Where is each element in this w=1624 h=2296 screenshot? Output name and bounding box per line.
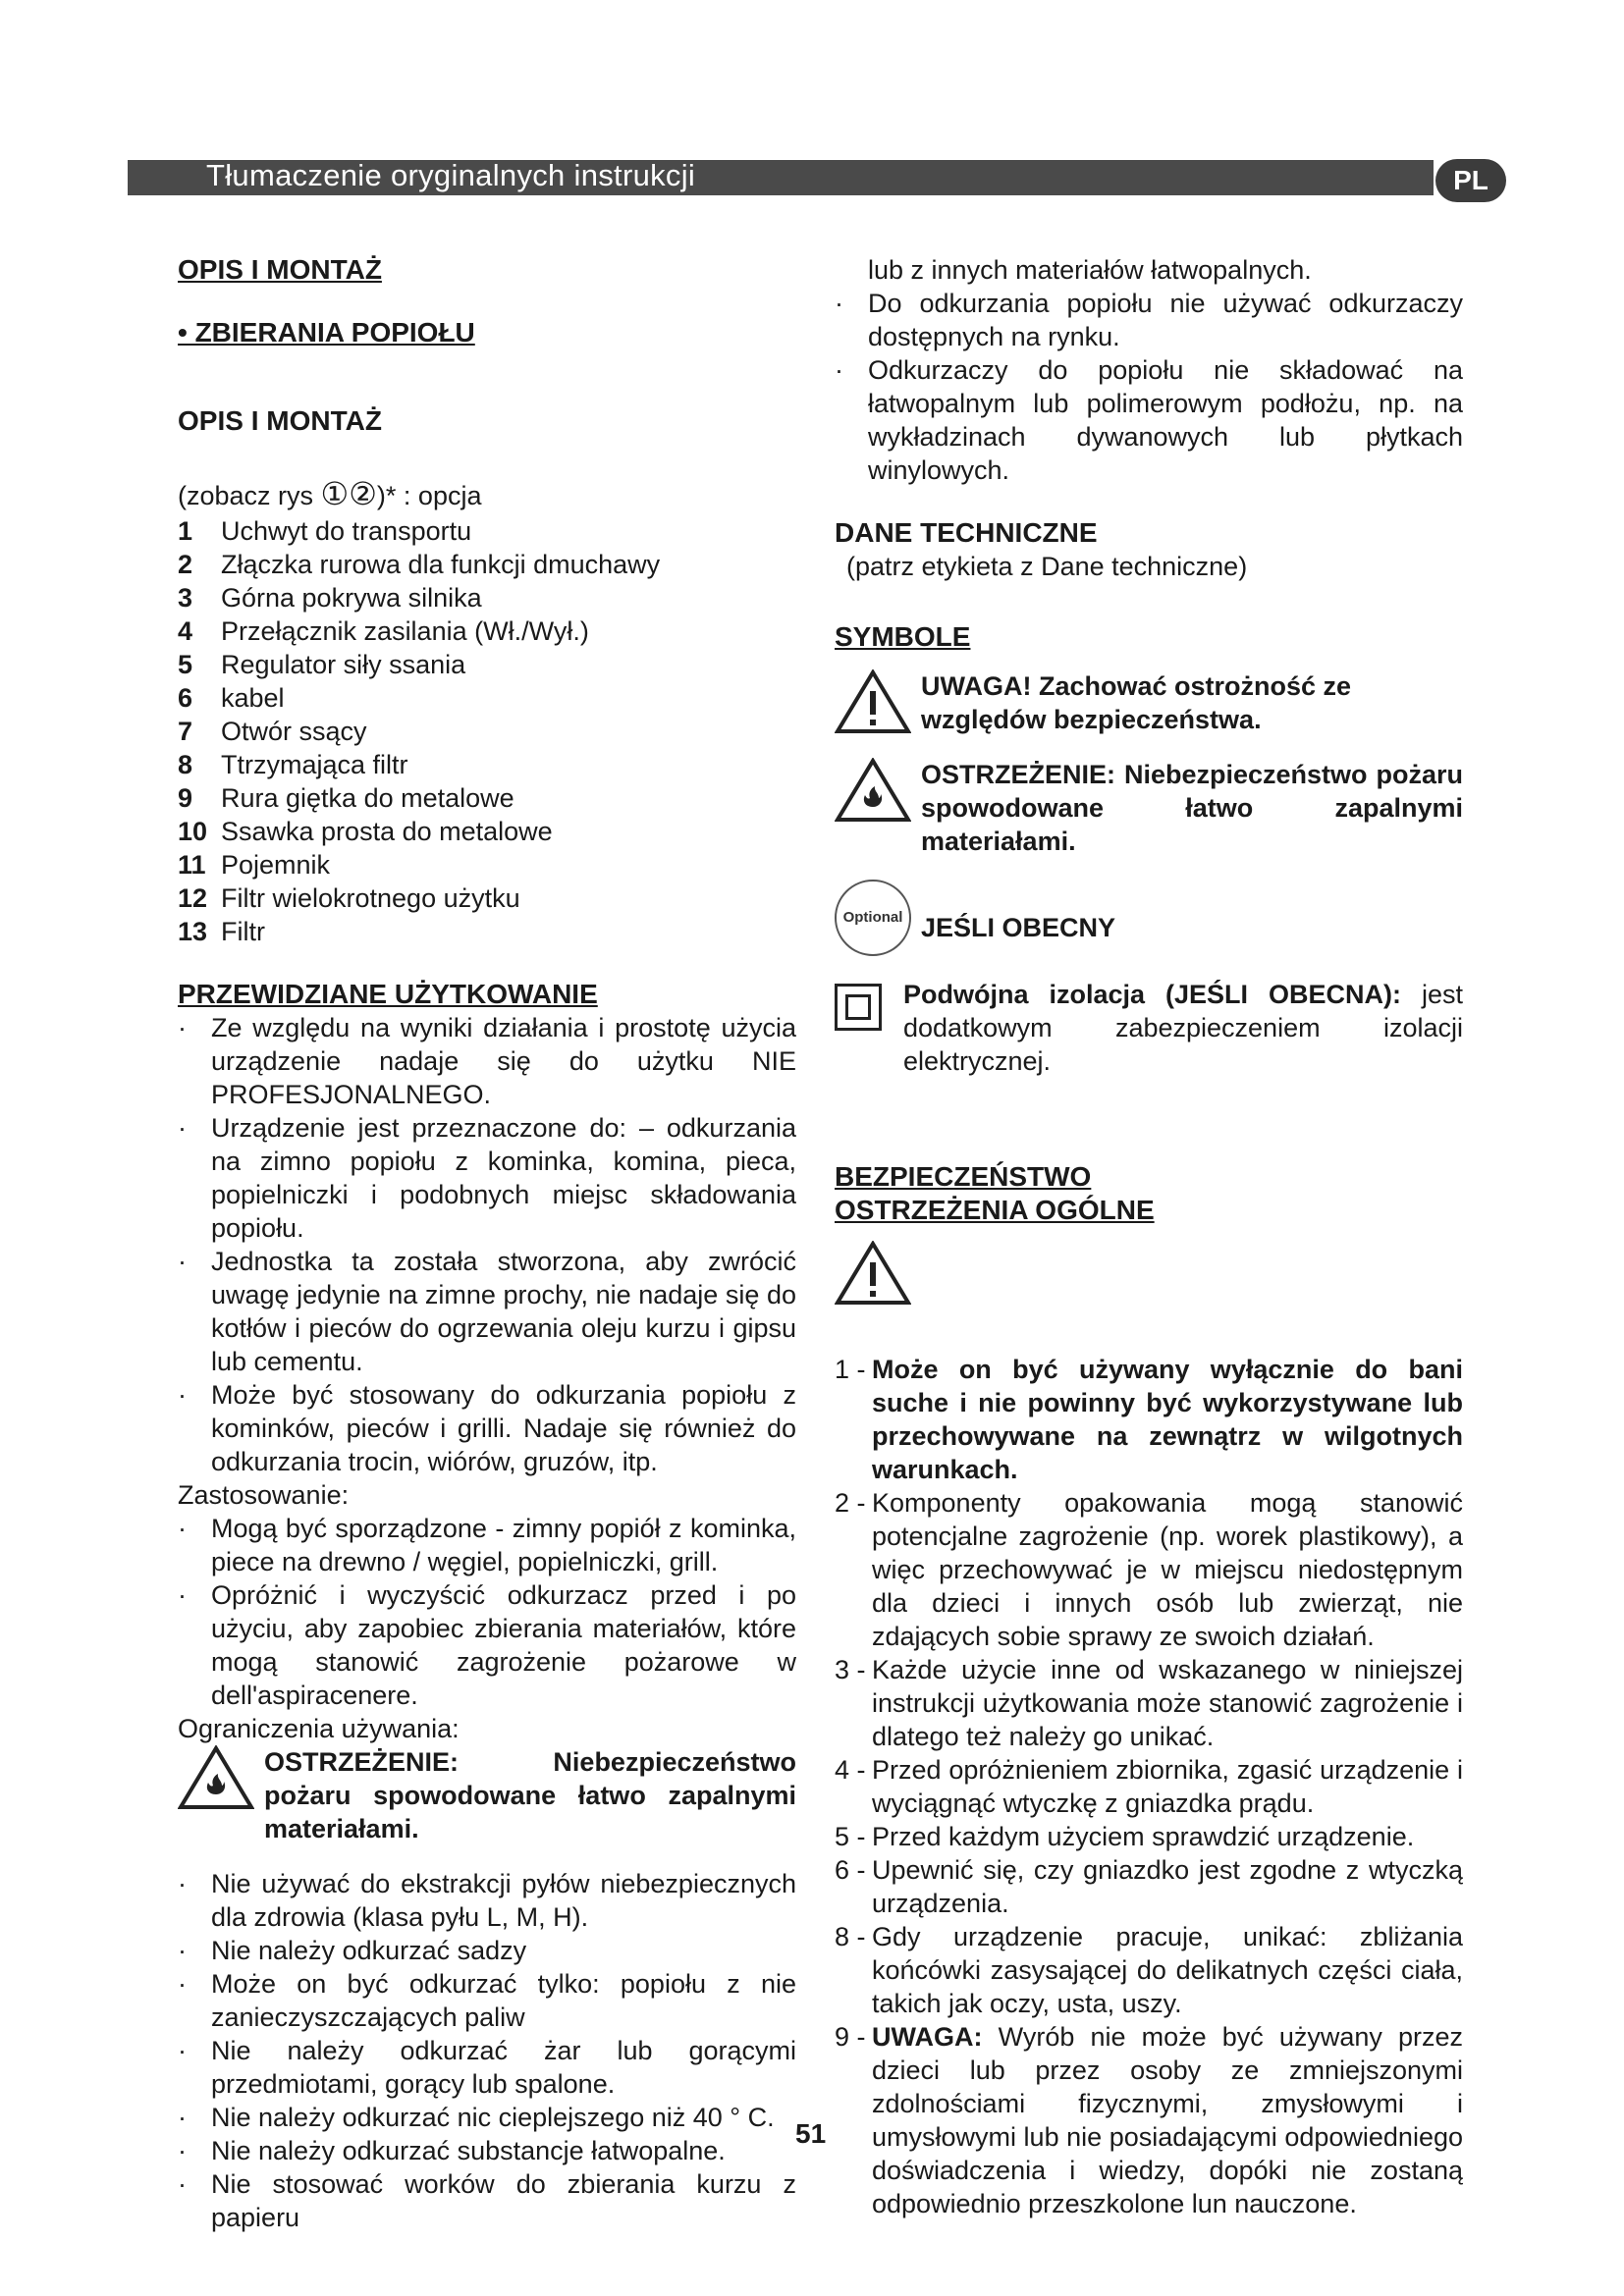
symbol-double-insulation xyxy=(835,978,1463,1078)
double-insulation-icon xyxy=(835,984,882,1031)
symbol-optional xyxy=(835,880,1463,956)
bullet-dot: · xyxy=(178,2136,187,2165)
page-number: 51 xyxy=(795,2118,827,2149)
left-column xyxy=(178,253,796,2234)
part-item: 7 Otwór ssący xyxy=(178,717,367,746)
fire-warning-text: OSTRZEŻENIE: Niebezpieczeństwo pożaru spowodowane łatwo zapalnymi materiałami. xyxy=(264,1747,796,1843)
part-item: 13 Filtr xyxy=(178,917,265,946)
bullet-dot: · xyxy=(178,2169,187,2199)
section-title-description: OPIS I MONTAŻ xyxy=(178,254,382,285)
intended-use-item: · Urządzenie jest przeznaczone do: – odkurzania na zimno popiołu z kominka, komina, pieca, popielniczki i podobnych miejsc składowania popiołu. xyxy=(178,1113,796,1243)
fire-warning-icon xyxy=(178,1745,254,1818)
bullet-dot: · xyxy=(178,1936,187,1965)
part-item: 3 Górna pokrywa silnika xyxy=(178,583,482,613)
intended-use-item: · Może być stosowany do odkurzania popiołu z kominków, pieców i grilli. Nadaje się również do odkurzania trocin, wiórów, gruzów, itp. xyxy=(178,1380,796,1476)
limits-item: · Nie należy odkurzać substancje łatwopalne. xyxy=(178,2136,726,2165)
parts-list xyxy=(178,514,796,948)
fire-warning-icon xyxy=(835,758,911,830)
bullet-dot: · xyxy=(835,355,843,385)
bullet-dot: · xyxy=(178,2103,187,2132)
right-bullet-item: · Odkurzaczy do popiołu nie składować na łatwopalnym lub polimerowym podłożu, np. na wykładzinach dywanowych lub płytkach winylowych. xyxy=(835,355,1463,485)
warning-item: 5 - Przed każdym użyciem sprawdzić urządzenie. xyxy=(835,1822,1415,1851)
bullet-dot: · xyxy=(178,2036,187,2065)
limits-item: · Nie używać do ekstrakcji pyłów niebezpiecznych dla zdrowia (klasa pyłu L, M, H). xyxy=(178,1869,796,1932)
limits-item: · Nie należy odkurzać sadzy xyxy=(178,1936,527,1965)
bullet-dot: · xyxy=(178,1869,187,1898)
part-item: 10 Ssawka prosta do metalowe xyxy=(178,817,553,846)
limits-item: · Nie należy odkurzać żar lub gorącymi przedmiotami, gorący lub spalone. xyxy=(178,2036,796,2099)
application-label: Zastosowanie: xyxy=(178,1480,350,1510)
warning-item: 3 - Każde użycie inne od wskazanego w niniejszej instrukcji użytkowania może stanowić zagrożenie i dlatego też należy go unikać. xyxy=(835,1655,1463,1751)
warning-item: 1 - Może on być używany wyłącznie do bani suche i nie powinny być wykorzystywane lub przechowywane na zewnątrz w wilgotnych warunkach. xyxy=(835,1355,1463,1484)
right-bullet-item: · Do odkurzania popiołu nie używać odkurzaczy dostępnych na rynku. xyxy=(835,289,1463,351)
warning-item: 2 - Komponenty opakowania mogą stanowić potencjalne zagrożenie (np. worek plastikowy), a więc przechowywać je w miejscu niedostępnym dla dzieci i innych osób lub zwierząt, nie zdających sobie sprawy ze swoich działań. xyxy=(835,1488,1463,1651)
warning-item: 8 - Gdy urządzenie pracuje, unikać: zbliżania końcówki zasysającej do delikatnych części ciała, takich jak oczy, usta, uszy. xyxy=(835,1922,1463,2018)
symbol-fire xyxy=(835,758,1463,858)
optional-icon: Optional xyxy=(835,880,911,956)
language-badge: PL xyxy=(1435,159,1506,202)
warning-item: 4 - Przed opróżnieniem zbiornika, zgasić urządzenie i wyciągnąć wtyczkę z gniazdka prądu. xyxy=(835,1755,1463,1818)
tech-data-text: (patrz etykieta z Dane techniczne) xyxy=(846,552,1248,581)
intended-use-bullets xyxy=(178,1011,796,1478)
fire-warning xyxy=(178,1745,796,1845)
part-item: 1 Uchwyt do transportu xyxy=(178,516,472,546)
bullet-dot: · xyxy=(178,1969,187,1999)
symbols-title: SYMBOLE xyxy=(835,621,971,652)
bullet-dot: · xyxy=(835,289,843,318)
application-bullets xyxy=(178,1512,796,1712)
part-item: 8 Ttrzymająca filtr xyxy=(178,750,408,779)
part-item: 5 Regulator siły ssania xyxy=(178,650,466,679)
section-title-description-2: OPIS I MONTAŻ xyxy=(178,405,382,436)
part-item: 4 Przełącznik zasilania (Wł./Wył.) xyxy=(178,616,589,646)
application-item: · Opróżnić i wyczyścić odkurzacz przed i po użyciu, aby zapobiec zbierania materiałów, które mogą stanowić zagrożenie pożarowe w dell'aspiracenere. xyxy=(178,1580,796,1710)
general-warnings-title: OSTRZEŻENIA OGÓLNE xyxy=(835,1195,1155,1225)
warning-item: 6 - Upewnić się, czy gniazdko jest zgodne z wtyczką urządzenia. xyxy=(835,1855,1463,1918)
intended-use-item: · Jednostka ta została stworzona, aby zwrócić uwagę jedynie na zimne prochy, nie nadaje się do kotłów i pieców do ogrzewania oleju kurzu i gipsu lub cementu. xyxy=(178,1247,796,1376)
bullet-dot: · xyxy=(178,1580,187,1610)
part-item: 6 kabel xyxy=(178,683,285,713)
part-item: 2 Złączka rurowa dla funkcji dmuchawy xyxy=(178,550,661,579)
symbol-double-insulation-text: Podwójna izolacja (JEŚLI OBECNA): jest dodatkowym zabezpieczeniem izolacji elektrycznej. xyxy=(903,980,1463,1076)
limits-item: · Może on być odkurzać tylko: popiołu z nie zanieczyszczających paliw xyxy=(178,1969,796,2032)
bullet-dot: · xyxy=(178,1113,187,1143)
part-item: 11 Pojemnik xyxy=(178,850,331,880)
intended-use-item: · Ze względu na wyniki działania i prostotę użycia urządzenie nadaje się do użytku NIE PROFESJONALNEGO. xyxy=(178,1013,796,1109)
see-figure-note: (zobacz rys ①②)* : opcja xyxy=(178,476,482,511)
header-title: Tłumaczenie oryginalnych instrukcji xyxy=(206,158,696,192)
limits-bullets xyxy=(178,1867,796,2234)
caution-icon xyxy=(835,669,911,742)
bullet-dot: · xyxy=(178,1514,187,1543)
figure-number-circles: ①② xyxy=(320,476,377,511)
limits-label: Ograniczenia używania: xyxy=(178,1714,460,1743)
right-column xyxy=(835,253,1463,2220)
part-item: 9 Rura giętka do metalowe xyxy=(178,783,514,813)
limits-item: · Nie należy odkurzać nic cieplejszego niż 40 ° C. xyxy=(178,2103,775,2132)
bullet-dot: · xyxy=(178,1247,187,1276)
general-warning-icon xyxy=(835,1241,1463,1313)
subsection-ash-collection: • ZBIERANIA POPIOŁU xyxy=(178,317,475,347)
limits-item: · Nie stosować worków do zbierania kurzu z papieru xyxy=(178,2169,796,2232)
bullet-dot: · xyxy=(178,1013,187,1042)
warning-item: 9 - UWAGA: Wyrób nie może być używany przez dzieci lub przez osoby ze zmniejszonymi zdolnościami fizycznymi, zmysłowymi i umysłowymi lub nie posiadającymi odpowiedniego doświadczenia i wiedzy, dopóki nie zostaną odpowiednio przeszkolone lun nauczone. xyxy=(835,2022,1463,2218)
bullet-dot: · xyxy=(178,1380,187,1410)
intended-use-title: PRZEWIDZIANE UŻYTKOWANIE xyxy=(178,979,598,1009)
symbol-fire-text: OSTRZEŻENIE: Niebezpieczeństwo pożaru spowodowane łatwo zapalnymi materiałami. xyxy=(921,760,1463,856)
application-item: · Mogą być sporządzone - zimny popiół z kominka, piece na drewno / węgiel, popielniczki, grill. xyxy=(178,1514,796,1576)
symbol-caution-text: UWAGA! Zachować ostrożność ze względów bezpieczeństwa. xyxy=(921,671,1352,734)
continued-text: lub z innych materiałów łatwopalnych. xyxy=(868,255,1312,285)
part-item: 12 Filtr wielokrotnego użytku xyxy=(178,883,520,913)
general-warnings-list xyxy=(835,1353,1463,2020)
symbol-optional-text: JEŚLI OBECNY xyxy=(921,913,1116,942)
right-bullets xyxy=(835,287,1463,487)
tech-data-title: DANE TECHNICZNE xyxy=(835,517,1098,548)
safety-title: BEZPIECZEŃSTWO xyxy=(835,1161,1092,1192)
symbol-caution xyxy=(835,669,1463,742)
